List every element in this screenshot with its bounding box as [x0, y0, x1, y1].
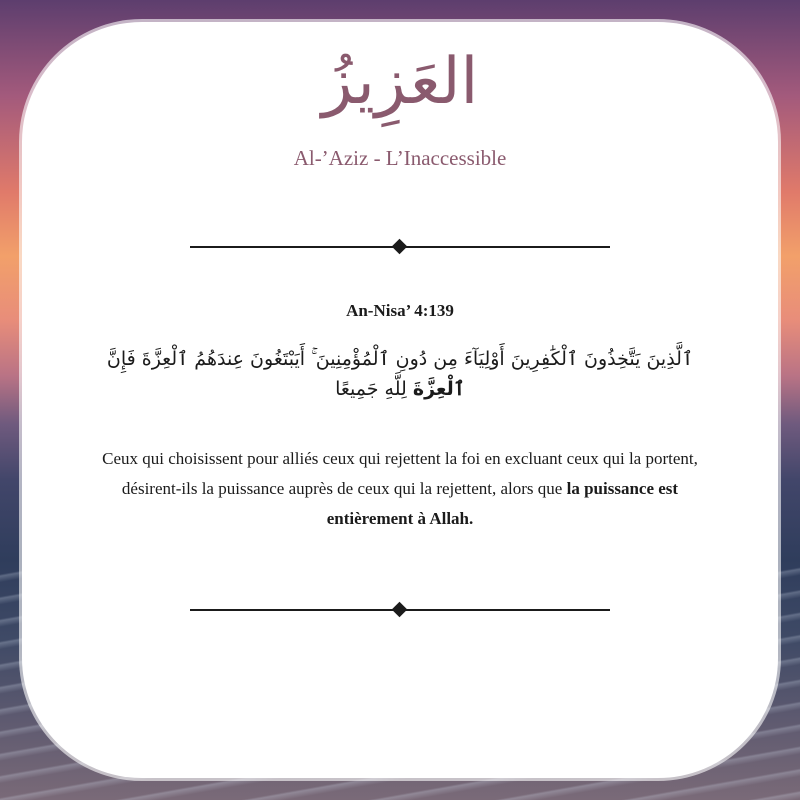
- verse-translation-text: Ceux qui choisissent pour alliés ceux qui rejettent la foi en excluant ceux qui la portent, désirent-ils la puissance auprès de ceux qui la rejettent, alors que: [102, 449, 698, 498]
- verse-reference: An-Nisa’ 4:139: [346, 301, 454, 320]
- verse-arabic: [102, 344, 698, 404]
- verse-arabic-bold: ٱلْعِزَّةَ: [412, 378, 465, 400]
- diamond-ornament: [392, 602, 408, 618]
- verse-translation-bold: la puissance est entièrement à Allah.: [326, 479, 679, 528]
- content-card: [22, 22, 778, 778]
- diamond-ornament: [392, 239, 408, 255]
- verse-arabic-part2: لِلَّهِ جَمِيعًا: [335, 378, 407, 400]
- divine-name-arabic: العَزِيزُ: [321, 45, 479, 119]
- divine-name-french: Al-’Aziz - L’Inaccessible: [293, 146, 507, 170]
- verse-translation: [92, 444, 708, 534]
- top-divider: [190, 240, 610, 254]
- bottom-divider: [190, 603, 610, 617]
- verse-arabic-part1: ٱلَّذِينَ يَتَّخِذُونَ ٱلْكَٰفِرِينَ أَوْلِيَآءَ مِن دُونِ ٱلْمُؤْمِنِينَ ۚ أَيَبْتَغُونَ عِندَهُمُ ٱلْعِزَّةَ فَإِنَّ: [106, 348, 694, 370]
